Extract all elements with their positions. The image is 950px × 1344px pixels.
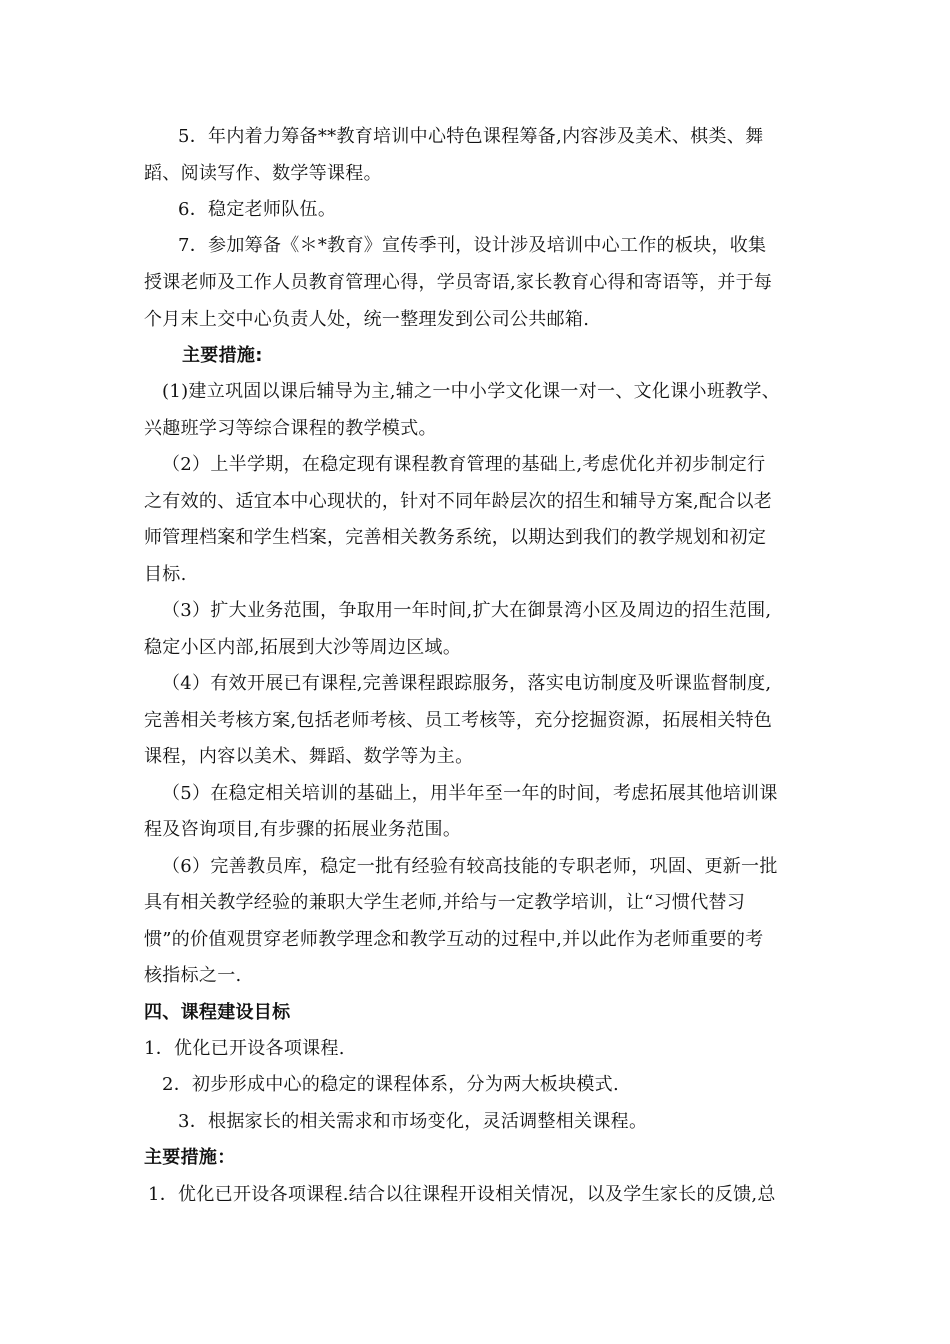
section-heading: 四、课程建设目标 <box>144 1002 291 1023</box>
paragraph-line: （3）扩大业务范围，争取用一年时间,扩大在御景湾小区及周边的招生范围, <box>162 600 772 621</box>
paragraph-line: 授课老师及工作人员教育管理心得，学员寄语,家长教育心得和寄语等，并于每 <box>144 272 773 293</box>
paragraph-line: （6）完善教员库，稳定一批有经验有较高技能的专职老师，巩固、更新一批 <box>162 856 778 877</box>
paragraph-line: 7．参加筹备《＊*教育》宣传季刊，设计涉及培训中心工作的板块，收集 <box>178 235 767 256</box>
section-subheading: 主要措施: <box>182 345 263 366</box>
paragraph-line: 目标. <box>144 564 187 585</box>
paragraph-line: 兴趣班学习等综合课程的教学模式。 <box>144 418 437 439</box>
paragraph-line: 个月末上交中心负责人处，统一整理发到公司公共邮箱. <box>144 309 590 330</box>
paragraph-line: 完善相关考核方案,包括老师考核、员工考核等，充分挖掘资源，拓展相关特色 <box>144 710 773 731</box>
paragraph-line: 1．优化已开设各项课程. <box>144 1038 345 1059</box>
paragraph-line: 1．优化已开设各项课程.结合以往课程开设相关情况，以及学生家长的反馈,总 <box>148 1184 776 1205</box>
paragraph-line: 程及咨询项目,有步骤的拓展业务范围。 <box>144 819 462 840</box>
section-subheading: 主要措施： <box>144 1147 236 1168</box>
paragraph-line: 蹈、阅读写作、数学等课程。 <box>144 163 382 184</box>
paragraph-line: 具有相关教学经验的兼职大学生老师,并给与一定教学培训，让“习惯代替习 <box>144 892 746 913</box>
paragraph-line: 6．稳定老师队伍。 <box>178 199 337 220</box>
paragraph-line: （5）在稳定相关培训的基础上，用半年至一年的时间，考虑拓展其他培训课 <box>162 783 778 804</box>
paragraph-line: 惯”的价值观贯穿老师教学理念和教学互动的过程中,并以此作为老师重要的考 <box>144 929 764 950</box>
paragraph-line: 课程，内容以美术、舞蹈、数学等为主。 <box>144 746 474 767</box>
paragraph-line: 师管理档案和学生档案，完善相关教务系统，以期达到我们的教学规划和初定 <box>144 527 767 548</box>
paragraph-line: （2）上半学期，在稳定现有课程教育管理的基础上,考虑优化并初步制定行 <box>162 454 766 475</box>
paragraph-line: (1)建立巩固以课后辅导为主,辅之一中小学文化课一对一、文化课小班教学、 <box>162 381 781 402</box>
paragraph-line: 之有效的、适宜本中心现状的，针对不同年龄层次的招生和辅导方案,配合以老 <box>144 491 773 512</box>
paragraph-line: 3．根据家长的相关需求和市场变化，灵活调整相关课程。 <box>178 1111 648 1132</box>
paragraph-line: 5．年内着力筹备**教育培训中心特色课程筹备,内容涉及美术、棋类、舞 <box>178 126 764 147</box>
paragraph-line: 2．初步形成中心的稳定的课程体系，分为两大板块模式. <box>162 1074 619 1095</box>
paragraph-line: （4）有效开展已有课程,完善课程跟踪服务，落实电访制度及听课监督制度, <box>162 673 772 694</box>
paragraph-line: 核指标之一. <box>144 965 242 986</box>
paragraph-line: 稳定小区内部,拓展到大沙等周边区域。 <box>144 637 462 658</box>
